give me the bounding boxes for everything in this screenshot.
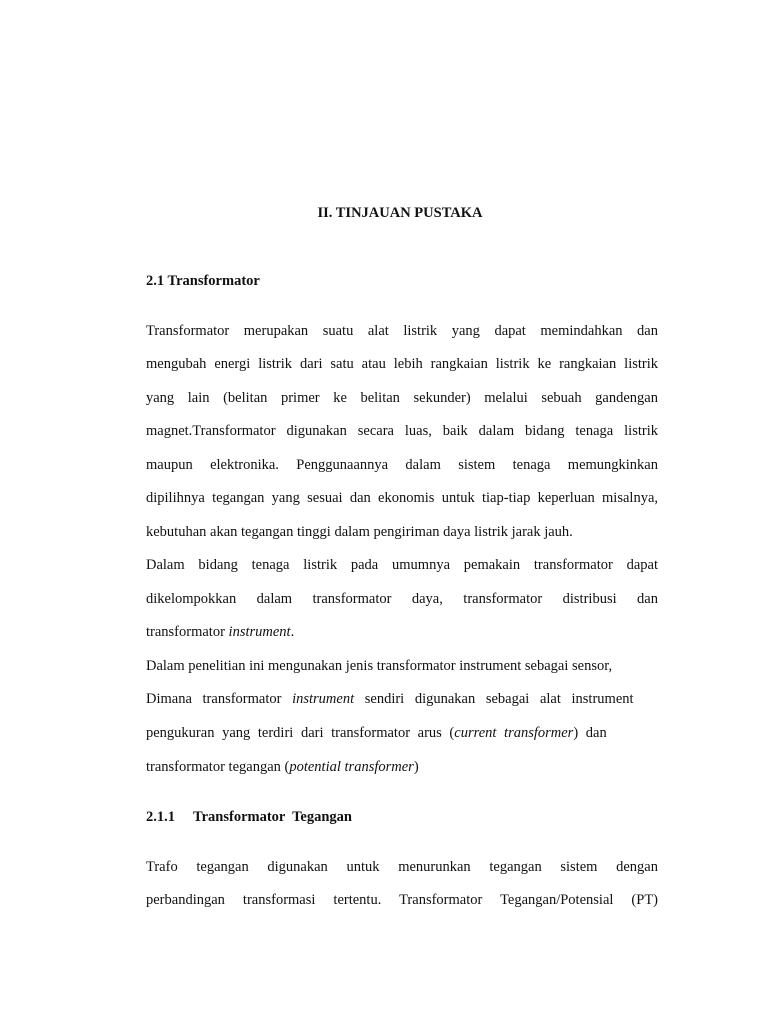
text-run: pengukuran yang terdiri dari transformator arus ( bbox=[146, 725, 455, 741]
italic-term: instrument bbox=[292, 691, 355, 707]
paragraph-line: Dalam penelitian ini mengunakan jenis transformator instrument sebagai sensor, bbox=[146, 658, 613, 674]
subsection-number: 2.1.1 bbox=[146, 809, 175, 825]
paragraph-line: Dalam bidang tenaga listrik pada umumnya pemakain transformator dapat bbox=[146, 557, 658, 573]
chapter-title: II. TINJAUAN PUSTAKA bbox=[317, 205, 483, 221]
paragraph-line: dikelompokkan dalam transformator daya, transformator distribusi dan bbox=[146, 591, 658, 607]
paragraph-line: maupun elektronika. Penggunaannya dalam sistem tenaga memungkinkan bbox=[146, 457, 658, 473]
paragraph-line bbox=[146, 622, 658, 642]
paragraph-line bbox=[146, 723, 658, 743]
text-run: Dimana transformator bbox=[146, 691, 293, 707]
paragraph-line: Trafo tegangan digunakan untuk menurunkan tegangan sistem dengan bbox=[146, 859, 658, 875]
text-run: ) dan bbox=[573, 725, 607, 741]
paragraph-line: perbandingan transformasi tertentu. Transformator Tegangan/Potensial (PT) bbox=[146, 892, 658, 908]
text-run: . bbox=[290, 624, 295, 640]
paragraph-line: mengubah energi listrik dari satu atau lebih rangkaian listrik ke rangkaian listrik bbox=[146, 356, 658, 372]
subsection-title: Transformator Tegangan bbox=[193, 809, 352, 825]
italic-term: current transformer bbox=[454, 725, 574, 741]
paragraph-line: dipilihnya tegangan yang sesuai dan ekonomis untuk tiap-tiap keperluan misalnya, bbox=[146, 490, 658, 506]
subsection-heading bbox=[146, 807, 352, 827]
section-heading: 2.1 Transformator bbox=[146, 273, 260, 289]
text-run: transformator bbox=[146, 624, 229, 640]
paragraph-line bbox=[146, 757, 658, 777]
text-run: transformator tegangan ( bbox=[146, 759, 290, 775]
paragraph-line: Transformator merupakan suatu alat listrik yang dapat memindahkan dan bbox=[146, 323, 658, 339]
paragraph-line: kebutuhan akan tegangan tinggi dalam pengiriman daya listrik jarak jauh. bbox=[146, 524, 573, 540]
text-run: sendiri digunakan sebagai alat instrument bbox=[354, 691, 634, 707]
italic-term: potential transformer bbox=[289, 759, 414, 775]
paragraph-line bbox=[146, 689, 658, 709]
paragraph-line: magnet.Transformator digunakan secara luas, baik dalam bidang tenaga listrik bbox=[146, 423, 658, 439]
italic-term: instrument bbox=[228, 624, 291, 640]
text-run: ) bbox=[413, 759, 419, 775]
paragraph-line: yang lain (belitan primer ke belitan sekunder) melalui sebuah gandengan bbox=[146, 390, 658, 406]
